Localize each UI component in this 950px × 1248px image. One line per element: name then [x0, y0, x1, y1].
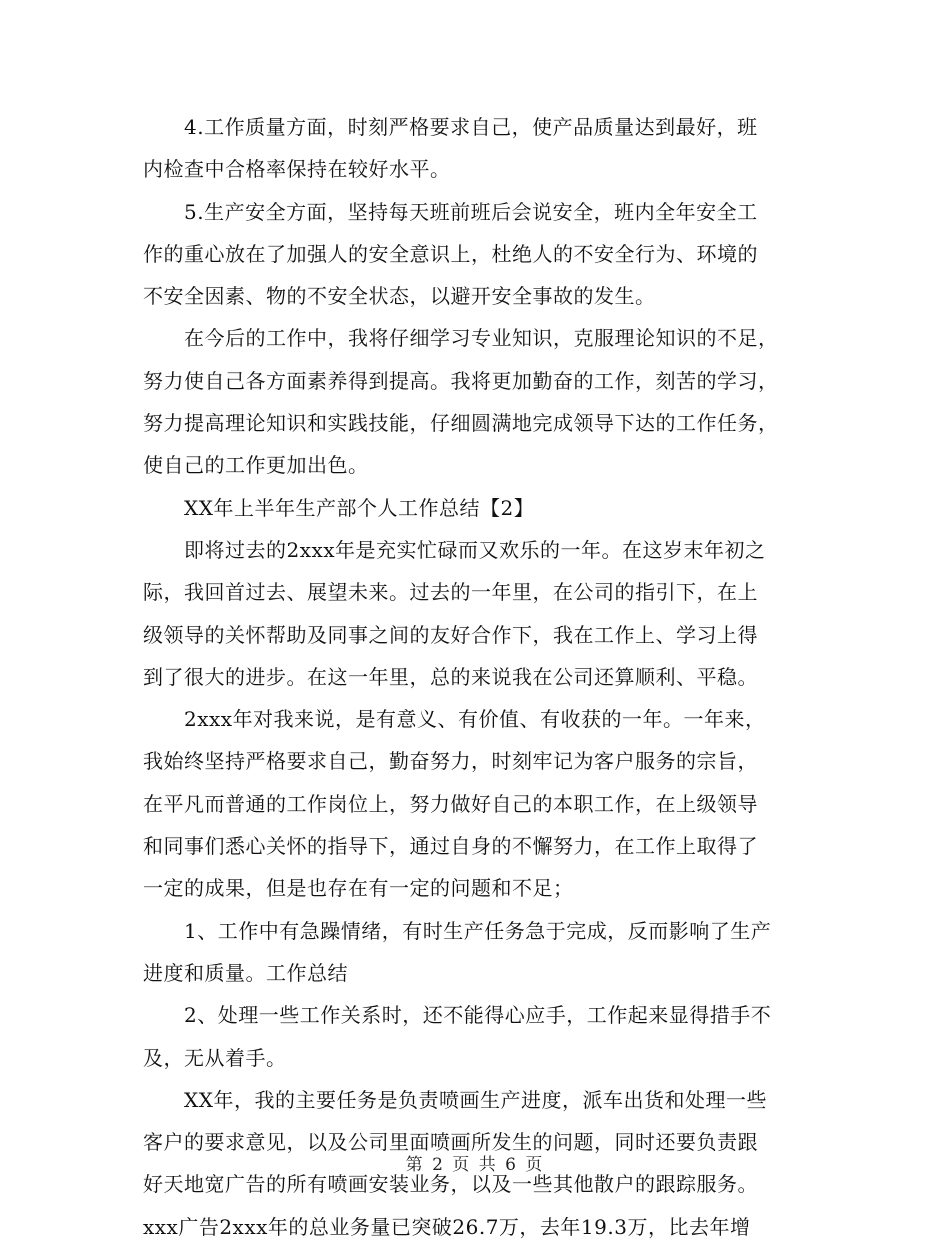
paragraph-line: 即将过去的2xxx年是充实忙碌而又欢乐的一年。在这岁末年初之 [184, 537, 766, 562]
paragraph-line: 努力使自己各方面素养得到提高。我将更加勤奋的工作，刻苦的学习， [143, 368, 779, 393]
paragraph-line: 一定的成果，但是也存在有一定的问题和不足； [143, 876, 574, 901]
paragraph-line: XX年，我的主要任务是负责喷画生产进度，派车出货和处理一些 [184, 1087, 767, 1112]
paragraph-line: 级领导的关怀帮助及同事之间的友好合作下，我在工作上、学习上得 [143, 622, 758, 647]
paragraph-line: 我始终坚持严格要求自己，勤奋努力，时刻牢记为客户服务的宗旨， [143, 749, 758, 774]
paragraph-line: 努力提高理论知识和实践技能，仔细圆满地完成领导下达的工作任务， [143, 411, 779, 436]
paragraph-line: 4.工作质量方面，时刻严格要求自己，使产品质量达到最好，班 [184, 115, 758, 139]
paragraph-line: xxx广告2xxx年的总业务量已突破26.7万，去年19.3万，比去年增 [143, 1214, 751, 1239]
document-body [143, 106, 808, 1248]
paragraph-line: 1、工作中有急躁情绪，有时生产任务急于完成，反而影响了生产 [184, 918, 772, 943]
page-number-footer: 第 2 页 共 6 页 [405, 1155, 545, 1175]
paragraph-line: 际，我回首过去、展望未来。过去的一年里，在公司的指引下，在上 [143, 580, 758, 605]
paragraph-line: 进度和质量。工作总结 [143, 960, 348, 985]
paragraph-line: 作的重心放在了加强人的安全意识上，杜绝人的不安全行为、环境的 [143, 241, 758, 266]
paragraph-line: 内检查中合格率保持在较好水平。 [143, 157, 451, 182]
paragraph-line: 在平凡而普通的工作岗位上，努力做好自己的本职工作，在上级领导 [143, 791, 758, 816]
paragraph-line: 2、处理一些工作关系时，还不能得心应手，工作起来显得措手不 [184, 1003, 772, 1028]
paragraph-line: 及，无从着手。 [143, 1045, 287, 1070]
paragraph-line: 使自己的工作更加出色。 [143, 453, 369, 478]
paragraph-line: 在今后的工作中，我将仔细学习专业知识，克服理论知识的不足， [184, 326, 779, 351]
section-heading: XX年上半年生产部个人工作总结【2】 [184, 495, 535, 520]
paragraph-line: 到了很大的进步。在这一年里，总的来说我在公司还算顺利、平稳。 [143, 664, 758, 689]
paragraph-line: 客户的要求意见，以及公司里面喷画所发生的问题，同时还要负责跟 [143, 1130, 758, 1155]
paragraph-line: 5.生产安全方面，坚持每天班前班后会说安全，班内全年安全工 [184, 199, 758, 224]
paragraph-line: 好天地宽广告的所有喷画安装业务，以及一些其他散户的跟踪服务。 [143, 1172, 758, 1197]
paragraph-line: 不安全因素、物的不安全状态，以避开安全事故的发生。 [143, 284, 656, 309]
paragraph-line: 2xxx年对我来说，是有意义、有价值、有收获的一年。一年来， [184, 707, 766, 732]
paragraph-line: 和同事们悉心关怀的指导下，通过自身的不懈努力，在工作上取得了 [143, 834, 758, 859]
